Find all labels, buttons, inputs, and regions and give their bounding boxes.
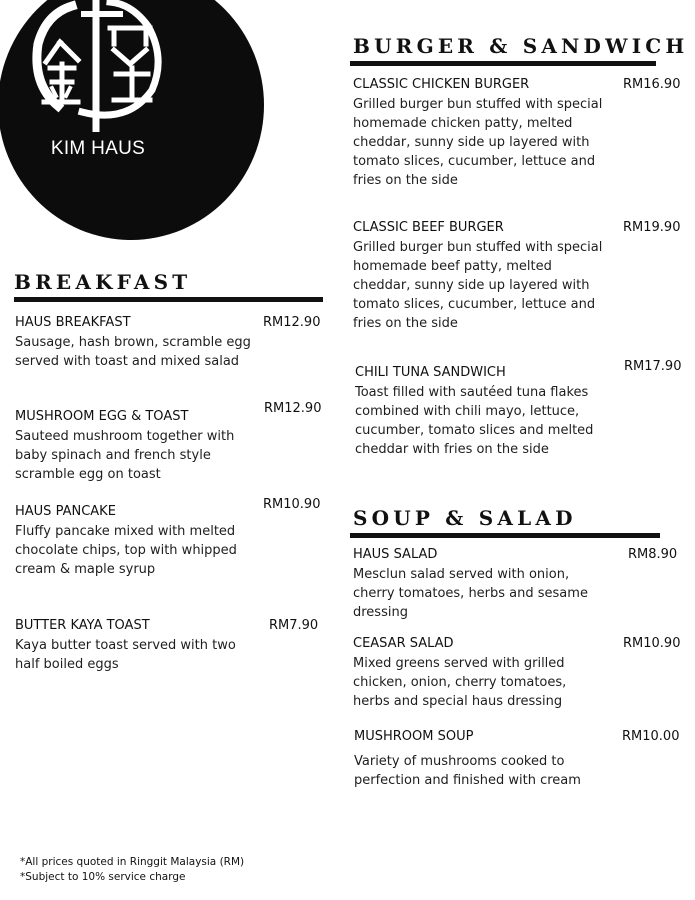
menu-item-price: RM7.90	[269, 618, 319, 633]
section-title-burger-sandwich: BURGER & SANDWICH	[353, 34, 689, 58]
kim-haus-logo-mark	[24, 0, 170, 132]
menu-item-description: Sauteed mushroom together with baby spinach and french style scramble egg on toast	[15, 429, 235, 482]
menu-item-name: HAUS PANCAKE	[15, 504, 116, 519]
menu-item	[353, 635, 603, 711]
menu-item-name: HAUS BREAKFAST	[15, 315, 131, 330]
menu-item	[15, 617, 255, 674]
menu-item	[355, 364, 605, 459]
section-title-soup-salad: SOUP & SALAD	[353, 506, 577, 530]
brand-name: KIM HAUS	[50, 138, 146, 159]
menu-item-description: Grilled burger bun stuffed with special homemade beef patty, melted cheddar, sunny side up layered with tomato slices, cucumber, lettuce and fries on the side	[353, 240, 603, 331]
menu-item-description: Toast filled with sautéed tuna flakes combined with chili mayo, lettuce, cucumber, tomato slices and melted cheddar with fries on the side	[355, 385, 594, 457]
menu-item-description: Kaya butter toast served with two half boiled eggs	[15, 638, 236, 672]
menu-item-description: Mixed greens served with grilled chicken, onion, cherry tomatoes, herbs and special haus dressing	[353, 656, 567, 709]
footnote-service-charge: *Subject to 10% service charge	[20, 871, 186, 883]
menu-item	[15, 314, 255, 371]
logo-badge	[0, 0, 264, 240]
menu-item	[354, 728, 604, 790]
menu-item-name: CHILI TUNA SANDWICH	[355, 365, 506, 380]
menu-item-price: RM8.90	[628, 547, 678, 562]
menu-item	[15, 408, 255, 484]
menu-item	[353, 546, 603, 622]
footnote-currency: *All prices quoted in Ringgit Malaysia (RM)	[20, 856, 245, 868]
menu-item	[15, 503, 255, 579]
section-divider-breakfast	[14, 297, 323, 302]
menu-item-price: RM12.90	[264, 401, 322, 416]
section-divider-burger-sandwich	[350, 61, 656, 66]
menu-item	[353, 76, 603, 190]
section-title-breakfast: BREAKFAST	[14, 270, 192, 294]
menu-item-price: RM19.90	[623, 220, 681, 235]
menu-item-name: MUSHROOM SOUP	[354, 729, 474, 744]
menu-item-price: RM10.90	[263, 497, 321, 512]
menu-item-description: Fluffy pancake mixed with melted chocolate chips, top with whipped cream & maple syrup	[15, 524, 237, 577]
menu-item-description: Grilled burger bun stuffed with special homemade chicken patty, melted cheddar, sunny side up layered with tomato slices, cucumber, lettuce and fries on the side	[353, 97, 603, 188]
menu-item-price: RM10.00	[622, 729, 680, 744]
menu-item-name: CLASSIC CHICKEN BURGER	[353, 77, 530, 92]
menu-item-price: RM16.90	[623, 77, 681, 92]
menu-item-price: RM12.90	[263, 315, 321, 330]
menu-item-price: RM10.90	[623, 636, 681, 651]
section-divider-soup-salad	[350, 533, 660, 538]
menu-item-name: CLASSIC BEEF BURGER	[353, 220, 504, 235]
menu-item-name: BUTTER KAYA TOAST	[15, 618, 150, 633]
menu-item	[353, 219, 603, 333]
menu-item-description: Sausage, hash brown, scramble egg served with toast and mixed salad	[15, 335, 251, 369]
menu-item-price: RM17.90	[624, 359, 682, 374]
menu-item-name: HAUS SALAD	[353, 547, 438, 562]
menu-item-name: MUSHROOM EGG & TOAST	[15, 409, 189, 424]
menu-item-name: CEASAR SALAD	[353, 636, 454, 651]
menu-item-description: Variety of mushrooms cooked to perfection and finished with cream	[354, 754, 581, 788]
menu-item-description: Mesclun salad served with onion, cherry tomatoes, herbs and sesame dressing	[353, 567, 588, 620]
